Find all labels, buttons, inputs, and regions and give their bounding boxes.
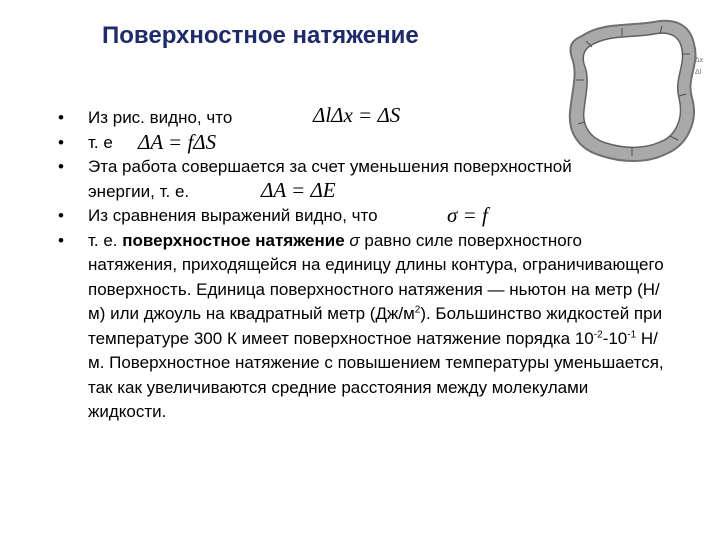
definition-text: равно силе поверхностного натяжения, приходящейся на единицу длины контура, ограничивающего поверхность. Единица поверхностного натяжения — ньютон на метр (Н/м) или джоуль на квадратный метр (Дж/м	[88, 230, 664, 323]
superscript: -1	[627, 328, 637, 340]
figure-label-dl: Δl	[695, 69, 702, 76]
bullet-text: т. е	[88, 132, 113, 152]
formula-area-change: ΔlΔx = ΔS	[313, 103, 401, 127]
prefix-text: т. е.	[88, 230, 123, 250]
slide-title: Поверхностное натяжение	[102, 22, 419, 49]
bullet-item	[58, 155, 668, 204]
superscript: 2	[414, 304, 421, 316]
bullet-text-continued: энергии, т. е.	[88, 181, 190, 201]
sigma-symbol: σ	[344, 230, 360, 250]
definition-paragraph	[88, 231, 664, 422]
bullet-marker: •	[58, 206, 64, 225]
bullet-item	[58, 204, 668, 229]
bullet-text: Из сравнения выражений видно, что	[88, 206, 378, 225]
figure-label-dx: Δx	[695, 57, 704, 64]
bullet-text: Из рис. видно, что	[88, 108, 233, 127]
bullet-item	[58, 229, 668, 425]
bullet-marker: •	[58, 157, 64, 176]
bullet-item	[58, 131, 668, 156]
definition-text: Н/м. Поверхностное натяжение с повышением температуры уменьшается, так как увеличиваются средние расстояния между молекулами жидкости.	[88, 328, 664, 421]
superscript: -2	[593, 328, 603, 340]
bullet-marker: •	[58, 230, 64, 250]
definition-text: ). Большинство жидкостей при температуре 300 К имеет поверхностное натяжение порядка 10	[88, 304, 663, 348]
bullet-marker: •	[58, 108, 64, 127]
formula-energy: ΔA = ΔE	[261, 177, 336, 202]
bullet-text: Эта работа совершается за счет уменьшения поверхностной	[88, 157, 572, 176]
bullet-item	[58, 103, 668, 131]
bullet-list	[58, 103, 668, 425]
formula-sigma: σ = f	[447, 203, 488, 227]
term-bold: поверхностное натяжение	[122, 230, 345, 250]
bullet-marker: •	[58, 132, 64, 152]
formula-work: ΔA = fΔS	[138, 129, 217, 154]
definition-text: -10	[602, 328, 628, 348]
